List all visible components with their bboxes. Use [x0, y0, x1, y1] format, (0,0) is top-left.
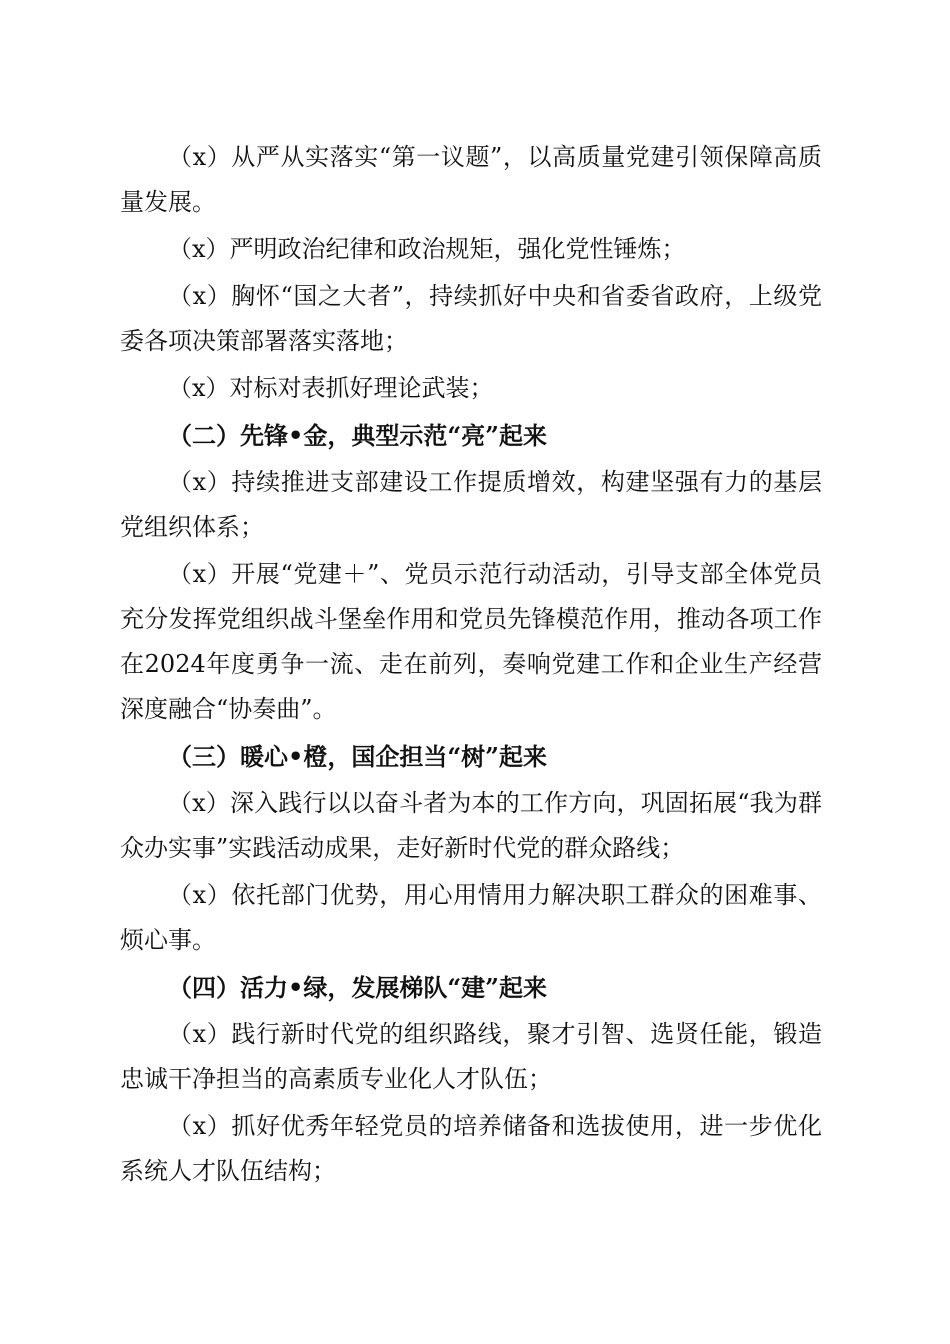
- list-item: （x）胸怀“国之大者”，持续抓好中央和省委省政府，上级党委各项决策部署落实落地；: [120, 282, 822, 355]
- list-item: （x）抓好优秀年轻党员的培养储备和选拔使用，进一步优化系统人才队伍结构；: [120, 1112, 822, 1185]
- section-heading: （三）暖心•橙，国企担当“树”起来: [168, 742, 547, 771]
- list-item: （x）开展“党建＋”、党员示范行动活动，引导支部全体党员充分发挥党组织战斗堡垒作用和党员先锋模范作用，推动各项工作在2024年度勇争一流、走在前列，奏响党建工作和企业生产经营深度融合“协奏曲”。: [120, 560, 822, 723]
- list-item: （x）深入践行以以奋斗者为本的工作方向，巩固拓展“我为群众办实事”实践活动成果，走好新时代党的群众路线；: [120, 789, 822, 862]
- list-item: （x）持续推进支部建设工作提质增效，构建坚强有力的基层党组织体系；: [120, 468, 822, 541]
- list-item: （x）依托部门优势，用心用情用力解决职工群众的困难事、烦心事。: [120, 881, 822, 954]
- list-item: （x）严明政治纪律和政治规矩，强化党性锤炼；: [168, 235, 686, 263]
- list-item: （x）对标对表抓好理论武装；: [168, 374, 494, 402]
- section-heading: （二）先锋•金，典型示范“亮”起来: [168, 421, 547, 450]
- document-body: [120, 135, 822, 1196]
- list-item: （x）践行新时代党的组织路线，聚才引智、选贤任能，锻造忠诚干净担当的高素质专业化人才队伍；: [120, 1020, 822, 1093]
- section-heading: （四）活力•绿，发展梯队“建”起来: [168, 973, 547, 1002]
- list-item: （x）从严从实落实“第一议题”，以高质量党建引领保障高质量发展。: [120, 143, 822, 216]
